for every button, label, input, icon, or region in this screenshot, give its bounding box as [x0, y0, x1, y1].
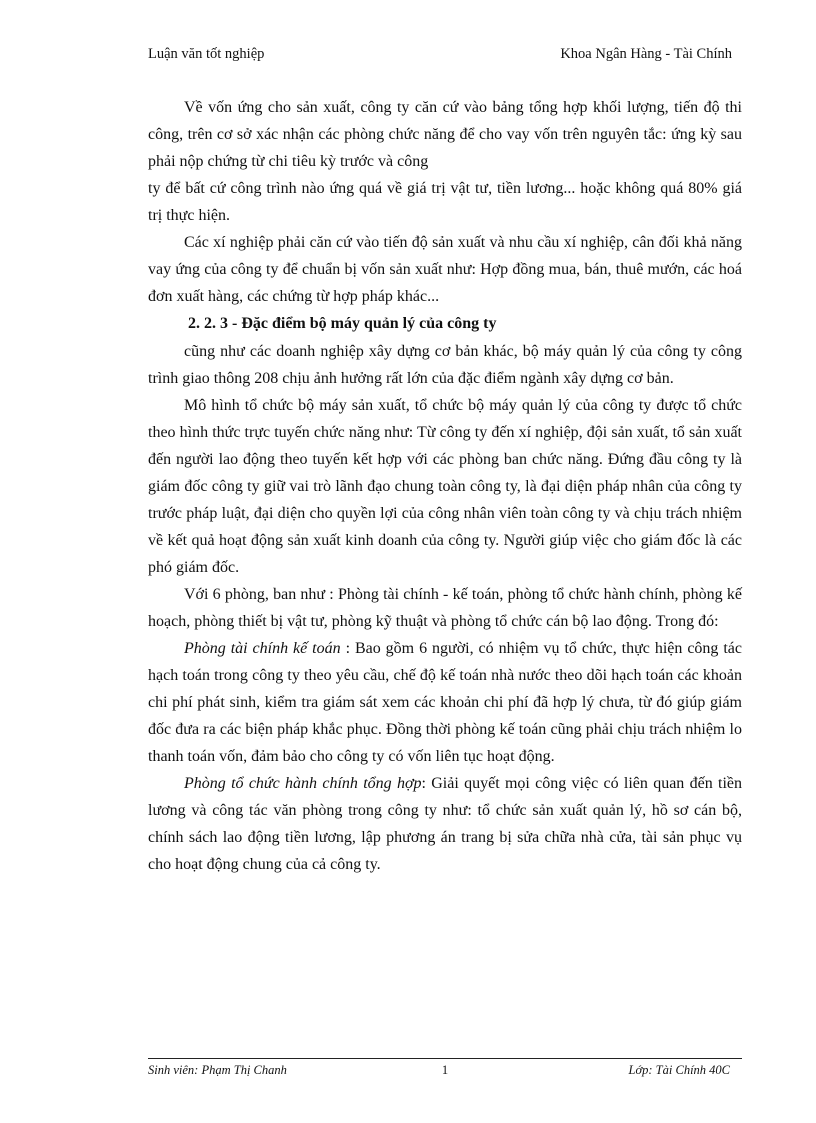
section-heading: 2. 2. 3 - Đặc điểm bộ máy quản lý của công ty: [188, 315, 497, 332]
paragraph-advance-capital: Về vốn ứng cho sản xuất, công ty căn cứ vào bảng tổng hợp khối lượng, tiến độ thi công, trên cơ sở xác nhận các phòng chức năng để cho vay vốn trên nguyên tắc: ứng kỳ sau phải nộp chứng từ chi tiêu kỳ trước và công: [148, 99, 742, 170]
page-number: 1: [441, 1063, 449, 1077]
page-footer: [148, 1063, 742, 1083]
footer-student: Sinh viên: Phạm Thị Chanh: [148, 1063, 287, 1077]
paragraph-enterprises: Các xí nghiệp phải căn cứ vào tiến độ sản xuất và nhu cầu xí nghiệp, cân đối khả năng vay ứng của công ty để chuẩn bị vốn sản xuất như: Hợp đồng mua, bán, thuê mướn, các hoá đơn xuất hàng, các chứng từ hợp pháp khác...: [148, 234, 742, 305]
paragraph-management-overview: cũng như các doanh nghiệp xây dựng cơ bản khác, bộ máy quản lý của công ty công trình giao thông 208 chịu ảnh hưởng rất lớn của đặc điểm ngành xây dựng cơ bản.: [148, 343, 742, 387]
page-header: [148, 46, 732, 68]
paragraph-admin-dept: [148, 770, 742, 878]
paragraph-finance-dept: [148, 635, 742, 770]
finance-dept-text: : Bao gồm 6 người, có nhiệm vụ tổ chức, thực hiện công tác hạch toán trong công ty theo yêu cầu, chế độ kế toán nhà nước theo dõi hạch toán các khoản chi phí phát sinh, kiểm tra giám sát xem các khoản chi phí đã hợp lý chưa, từ đó giúp giám đốc đưa ra các biện pháp khắc phục. Đồng thời phòng kế toán cũng phải chịu trách nhiệm lo thanh toán vốn, đảm bảo cho công ty có vốn liên tục hoạt động.: [148, 640, 743, 765]
paragraph-departments: Với 6 phòng, ban như : Phòng tài chính - kế toán, phòng tổ chức hành chính, phòng kế hoạch, phòng thiết bị vật tư, phòng kỹ thuật và phòng tổ chức cán bộ lao động. Trong đó:: [148, 586, 742, 630]
header-thesis-title: Luận văn tốt nghiệp: [148, 46, 265, 62]
paragraph-organization-model: Mô hình tổ chức bộ máy sản xuất, tổ chức bộ máy quản lý của công ty được tổ chức theo hình thức trực tuyến chức năng như: Từ công ty đến xí nghiệp, đội sản xuất, tổ sản xuất đến người lao động theo tuyến kết hợp với các phòng ban chức năng. Đứng đầu công ty là giám đốc công ty giữ vai trò lãnh đạo chung toàn công ty, là đại diện pháp nhân của công ty trước pháp luật, đại diện cho quyền lợi của công nhân viên toàn công ty và chịu trách nhiệm về kết quả hoạt động sản xuất kinh doanh của công ty. Người giúp việc cho giám đốc là các phó giám đốc.: [148, 397, 742, 576]
header-faculty: Khoa Ngân Hàng - Tài Chính: [560, 46, 732, 62]
footer-class: Lớp: Tài Chính 40C: [628, 1063, 730, 1077]
page-body: [148, 94, 742, 878]
footer-divider: [148, 1058, 742, 1059]
admin-dept-label: Phòng tổ chức hành chính tổng hợp: [184, 775, 422, 792]
paragraph-advance-capital-cont: ty để bất cứ công trình nào ứng quá về giá trị vật tư, tiền lương... hoặc không quá 80% giá trị thực hiện.: [148, 180, 742, 224]
admin-dept-text: : Giải quyết mọi công việc có liên quan đến tiền lương và công tác văn phòng trong công ty như: tổ chức sản xuất quản lý, hồ sơ cán bộ, chính sách lao động tiền lương, lập phương án trang bị sửa chữa nhà cửa, tài sản phục vụ cho hoạt động chung của cả công ty.: [148, 775, 742, 873]
finance-dept-label: Phòng tài chính kế toán: [184, 640, 341, 657]
